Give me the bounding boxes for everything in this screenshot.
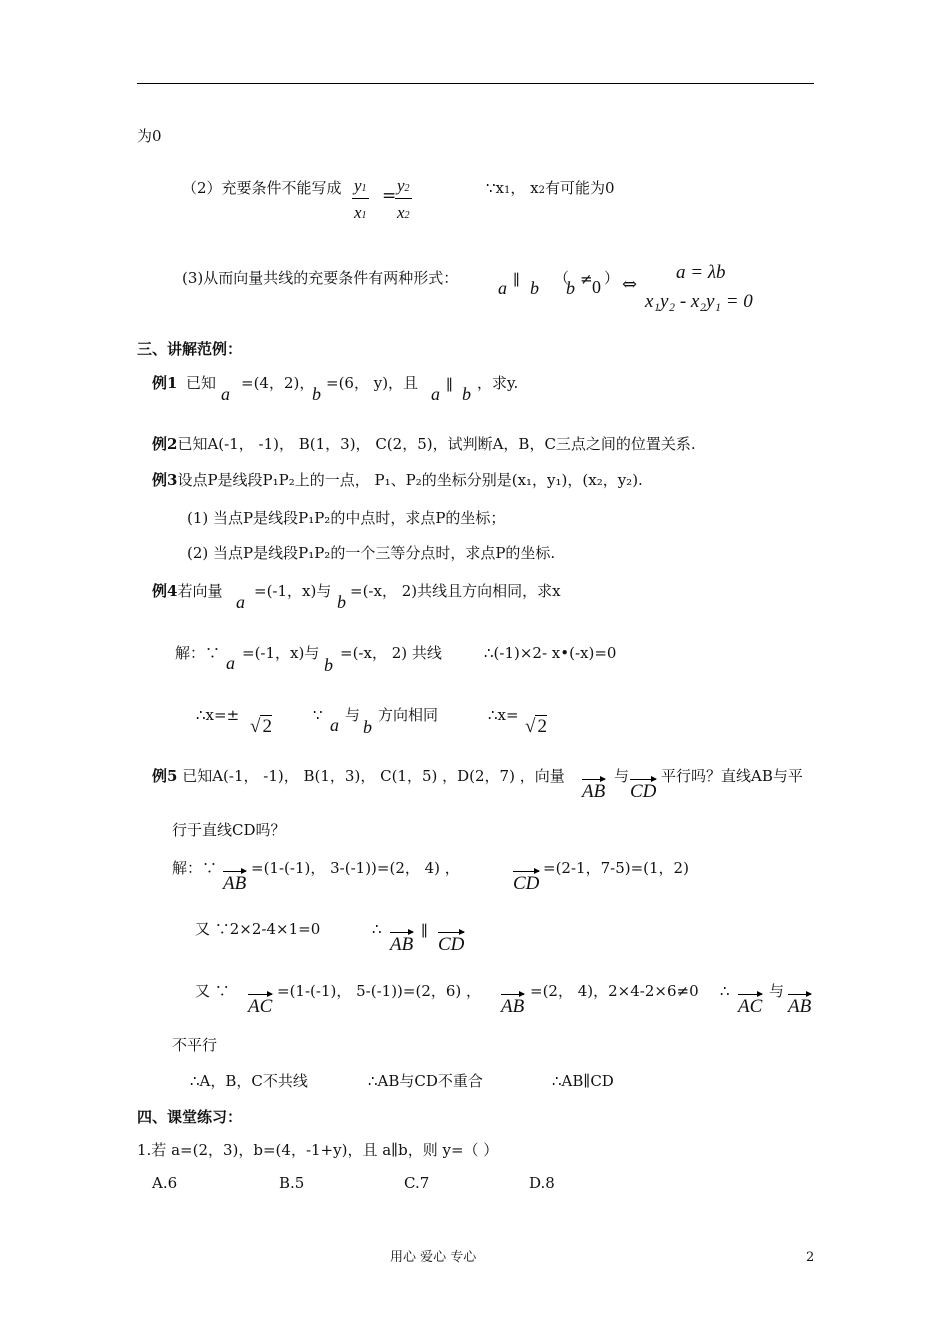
sqrt-2: √ 2 [250,716,272,737]
text-line: ∵ [313,706,323,724]
vector-a: a [236,592,245,612]
vector-AB: AB [582,781,606,802]
not-equal-sign: ≠ [580,270,593,288]
text-line: 方向相同 [378,706,439,724]
text-line: 解：∵ [172,859,218,877]
text-line: =(2， 4)，2×4-2×6≠0 [530,982,699,1000]
text-line: (1) 当点P是线段P₁P₂的中点时，求点P的坐标； [187,509,506,527]
parallel-symbol: ∥ [421,922,428,940]
section-heading: 三、讲解范例： [137,340,243,358]
text-line: 与 [614,767,630,785]
text-line: 行于直线CD吗？ [172,821,286,839]
vector-AC: AC [738,996,763,1017]
zero-vector: 0 [592,277,601,297]
parallel-symbol: ∥ [446,376,453,394]
text-line: =(6， y)，且 [326,374,419,392]
vector-CD: CD [438,934,465,955]
iff-symbol: ⇔ [622,274,638,295]
question-1: 1.若 a=(2，3)，b=(4，-1+y)，且 a∥b，则 y=（ ） [137,1141,499,1159]
text-line: =(2-1，7-5)=(1，2) [543,859,689,877]
example-1: 例1 [152,374,178,392]
paren-close: ） [604,269,620,287]
text-line: =(4，2)， [241,374,315,392]
example-5: 例5 已知A(-1， -1)， B(1，3)， C(1，5) ，D(2，7) ，向量 [152,767,565,785]
text-line: ∴ [372,920,382,938]
option-b: B.5 [279,1174,305,1192]
text-line: ∵x1， x2有可能为0 [486,179,615,197]
text-line: 与 [345,706,361,724]
text-line: ，求y. [477,374,519,392]
text-line: ∴A，B，C不共线 [190,1072,308,1090]
section-heading: 四、课堂练习： [137,1108,243,1126]
vector-AB: AB [390,934,414,955]
vector-b: b [337,592,346,612]
text-line: ∴(-1)×2- x•(-x)=0 [484,644,617,662]
vector-AC: AC [248,996,273,1017]
vector-a: a [431,384,440,404]
vector-CD: CD [513,873,540,894]
vector-b: b [530,278,539,298]
fraction-y1-x1: $\frac{y1}{x1}$ [354,176,367,222]
text-line: 已知 [186,374,217,392]
fraction-y2-x2: $\frac{y2}{x2}$ [397,176,410,222]
text-line: 与 [769,982,785,1000]
header-rule [137,83,814,84]
example-3: 例3设点P是线段P₁P₂上的一点， P₁、P₂的坐标分别是(x₁，y₁)，(x₂，y₂). [152,471,643,489]
vector-AB: AB [501,996,525,1017]
vector-b: b [324,655,333,675]
text-line: =(-1，x)与 [242,644,320,662]
paren-open: （ [554,269,570,287]
vector-a: a [221,384,230,404]
vector-a: a [498,278,507,298]
text-line: ∴ [720,982,730,1000]
formula-a-lambda-b: a = λb [676,262,726,283]
formula-cross-product: x₁y₂ - x₂y₁ = 0 [645,291,753,312]
text-line: 又 ∵ [195,982,230,1000]
option-c: C.7 [404,1174,430,1192]
sqrt-2: √ 2 [525,716,547,737]
text-line: （2）充要条件不能写成 [182,179,342,197]
text-line: 平行吗？直线AB与平 [661,767,803,785]
page-number: 2 [806,1250,815,1265]
example-4: 例4若向量 [152,582,223,600]
text-line: ∴x= [488,706,519,724]
vector-b: b [566,278,575,298]
example-2: 例2已知A(-1， -1)， B(1，3)， C(2，5)，试判断A，B，C三点之间的位置关系. [152,435,696,453]
vector-CD: CD [630,781,657,802]
vector-b: b [462,384,471,404]
option-d: D.8 [529,1174,555,1192]
text-line: =(-1，x)与 [254,582,332,600]
text-line: 又 ∵2×2-4×1=0 [195,920,321,938]
footer-text: 用心 爱心 专心 [390,1250,477,1265]
text-line: =(1-(-1)， 3-(-1))=(2， 4) ， [251,859,460,877]
text-line: =(-x， 2) 共线 [340,644,442,662]
text-line: 解：∵ [175,644,221,662]
vector-b: b [363,717,372,737]
text-line: =(-x， 2)共线且方向相同，求x [350,582,561,600]
equals-sign: = [382,186,397,206]
vector-a: a [330,715,339,735]
option-a: A.6 [152,1174,178,1192]
text-line: 为0 [137,127,162,145]
text-line: 不平行 [172,1036,218,1054]
parallel-symbol: ∥ [513,271,520,289]
text-line: =(1-(-1)， 5-(-1))=(2，6) ， [277,982,482,1000]
text-line: ∴x=± [196,706,240,724]
text-line: ∴AB∥CD [552,1072,614,1090]
vector-a: a [226,653,235,673]
text-line: (3)从而向量共线的充要条件有两种形式： [182,269,459,287]
vector-b: b [312,384,321,404]
text-line: ∴AB与CD不重合 [368,1072,483,1090]
text-line: (2) 当点P是线段P₁P₂的一个三等分点时，求点P的坐标. [187,544,556,562]
vector-AB: AB [788,996,812,1017]
vector-AB: AB [223,873,247,894]
